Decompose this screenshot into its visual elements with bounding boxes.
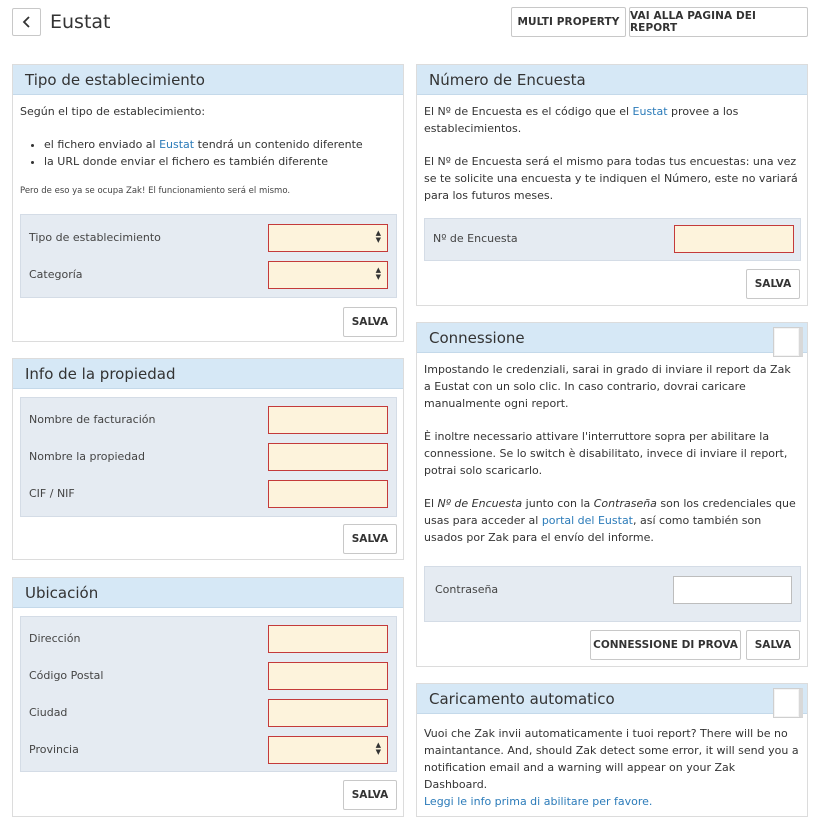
back-button[interactable] — [12, 8, 41, 36]
province-label: Provincia — [29, 743, 79, 756]
type-select[interactable] — [268, 224, 388, 252]
cif-input[interactable] — [268, 480, 388, 508]
type-label: Tipo de establecimiento — [29, 231, 161, 244]
connection-title: Connessione — [429, 329, 525, 347]
reports-page-button[interactable]: VAI ALLA PAGINA DEI REPORT — [629, 7, 808, 37]
billing-name-label: Nombre de facturación — [29, 413, 156, 426]
password-input[interactable] — [673, 576, 792, 604]
city-label: Ciudad — [29, 706, 68, 719]
page-title: Eustat — [50, 11, 111, 33]
property-name-label: Nombre la propiedad — [29, 450, 145, 463]
autoupload-description: Vuoi che Zak invii automaticamente i tuoi report? There will be no maintantance. And, should Zak detect some error, it will send you a notification email and a warning will appear on your Zak Dashboard. — [424, 727, 799, 791]
billing-name-input[interactable] — [268, 406, 388, 434]
property-name-input[interactable] — [268, 443, 388, 471]
survey-form — [424, 218, 801, 261]
location-title: Ubicación — [13, 578, 403, 608]
address-input[interactable] — [268, 625, 388, 653]
connection-description: Impostando le credenziali, sarai in grado di inviare il report da Zak a Eustat con un solo clic. In caso contrario, dovrai caricare manualmente ogni report. — [424, 363, 791, 410]
chevron-left-icon — [22, 16, 32, 28]
autoupload-header — [417, 684, 807, 714]
category-select[interactable] — [268, 261, 388, 289]
survey-description: El Nº de Encuesta es el código que el Eustat provee a los establecimientos. — [424, 105, 739, 135]
select-arrows-icon: ▲ ▼ — [375, 741, 381, 756]
connection-switch-note: È inoltre necessario attivare l'interruttore sopra per abilitare la connessione. Se lo switch è disabilitato, invece di inviare il report, potrai solo scaricarlo. — [424, 430, 788, 477]
autoupload-info-link[interactable]: Leggi le info prima di abilitare per favore. — [424, 795, 653, 808]
autoupload-panel — [416, 683, 808, 817]
cif-label: CIF / NIF — [29, 487, 75, 500]
eustat-link[interactable]: Eustat — [632, 105, 668, 118]
property-info-panel — [12, 358, 404, 560]
bullet-item: • el fichero enviado al Eustat tendrá un contenido diferente — [44, 136, 396, 153]
connection-credentials-note: El Nº de Encuesta junto con la Contraseña son los credenciales que usas para acceder al portal del Eustat, así como también son usados por Zak para el envío del informe. — [424, 497, 796, 544]
test-connection-button[interactable]: CONNESSIONE DI PROVA — [590, 630, 741, 660]
autoupload-title: Caricamento automatico — [429, 690, 615, 708]
survey-note: El Nº de Encuesta será el mismo para todas tus encuestas: una vez se te solicite una encuesta y te indiquen el Número, este no variará para los futuros meses. — [424, 155, 798, 202]
establishment-title: Tipo de establecimiento — [13, 65, 403, 95]
multi-property-button[interactable]: MULTI PROPERTY — [511, 7, 626, 37]
save-location-button[interactable]: SALVA — [343, 780, 397, 810]
location-panel — [12, 577, 404, 817]
password-label: Contraseña — [435, 583, 499, 596]
select-arrows-icon: ▲ ▼ — [375, 266, 381, 281]
property-info-form — [20, 397, 397, 517]
postal-code-label: Código Postal — [29, 669, 104, 682]
save-establishment-button[interactable]: SALVA — [343, 307, 397, 337]
survey-number-label: Nº de Encuesta — [433, 232, 518, 245]
property-info-title: Info de la propiedad — [13, 359, 403, 389]
city-input[interactable] — [268, 699, 388, 727]
province-select[interactable] — [268, 736, 388, 764]
bullet-item: • la URL donde enviar el fichero es también diferente — [44, 153, 396, 170]
establishment-note: Pero de eso ya se ocupa Zak! El funcionamiento será el mismo. — [20, 186, 291, 196]
category-label: Categoría — [29, 268, 83, 281]
postal-code-input[interactable] — [268, 662, 388, 690]
autoupload-toggle[interactable] — [773, 688, 803, 718]
survey-number-input[interactable] — [674, 225, 794, 253]
connection-form — [424, 566, 801, 622]
address-label: Dirección — [29, 632, 81, 645]
establishment-panel — [12, 64, 404, 342]
save-survey-button[interactable]: SALVA — [746, 269, 800, 299]
survey-panel — [416, 64, 808, 306]
connection-panel — [416, 322, 808, 667]
location-form — [20, 616, 397, 772]
establishment-form — [20, 214, 397, 298]
save-connection-button[interactable]: SALVA — [746, 630, 800, 660]
save-property-info-button[interactable]: SALVA — [343, 524, 397, 554]
eustat-link[interactable]: Eustat — [159, 138, 195, 151]
eustat-portal-link[interactable]: portal del Eustat — [541, 514, 633, 527]
survey-title: Número de Encuesta — [417, 65, 807, 95]
select-arrows-icon: ▲ ▼ — [375, 229, 381, 244]
connection-toggle[interactable] — [773, 327, 803, 357]
establishment-intro: Según el tipo de establecimiento: — [20, 105, 206, 118]
connection-header — [417, 323, 807, 353]
